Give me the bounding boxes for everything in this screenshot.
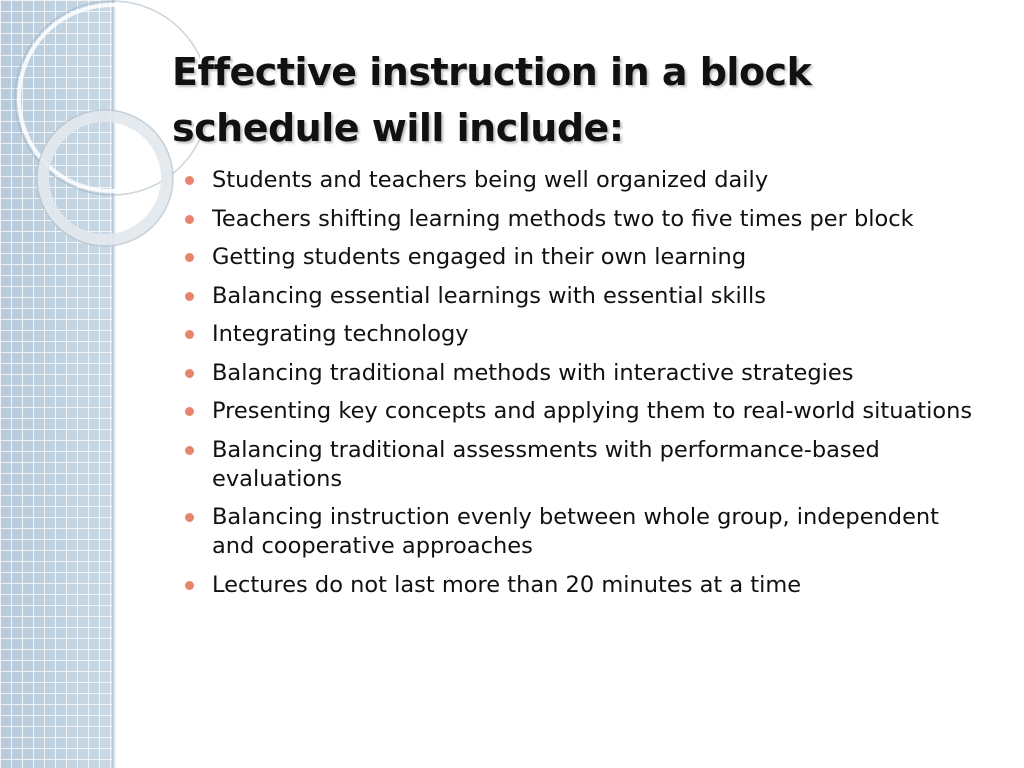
bullet-item [185,397,975,426]
bullet-text: Teachers shifting learning methods two to five times per block [212,205,914,232]
bullet-item [185,243,975,272]
bullet-dot-icon [185,369,194,378]
decorative-rings [0,0,200,300]
bullet-dot-icon [185,581,194,590]
bullet-dot-icon [185,330,194,339]
bullet-item [185,166,975,195]
bullet-item [185,571,975,600]
bullet-text: Presenting key concepts and applying them to real-world situations [212,398,973,424]
bullet-dot-icon [185,407,194,416]
bullet-list [185,166,975,609]
bullet-text: Lectures do not last more than 20 minutes at a time [212,571,802,598]
bullet-text: Balancing traditional assessments with performance-based evaluations [212,436,880,492]
bullet-item [185,503,975,561]
bullet-text: Balancing essential learnings with essential skills [212,282,766,309]
bullet-text: Integrating technology [212,321,469,347]
bullet-dot-icon [185,176,194,185]
bullet-item [185,320,975,349]
bullet-item [185,436,975,494]
bullet-dot-icon [185,446,194,455]
bullet-item [185,359,975,388]
bullet-text: Getting students engaged in their own learning [212,244,747,270]
bullet-text: Balancing traditional methods with interactive strategies [212,359,854,386]
bullet-dot-icon [185,253,194,262]
slide-title: Effective instruction in a block schedule will include: [172,50,812,150]
bullet-text: Students and teachers being well organized daily [212,167,769,193]
bullet-text: Balancing instruction evenly between whole group, independent and cooperative approaches [212,504,940,559]
bullet-item [185,282,975,311]
bullet-dot-icon [185,513,194,522]
bullet-item [185,205,975,234]
bullet-dot-icon [185,292,194,301]
bullet-dot-icon [185,215,194,224]
